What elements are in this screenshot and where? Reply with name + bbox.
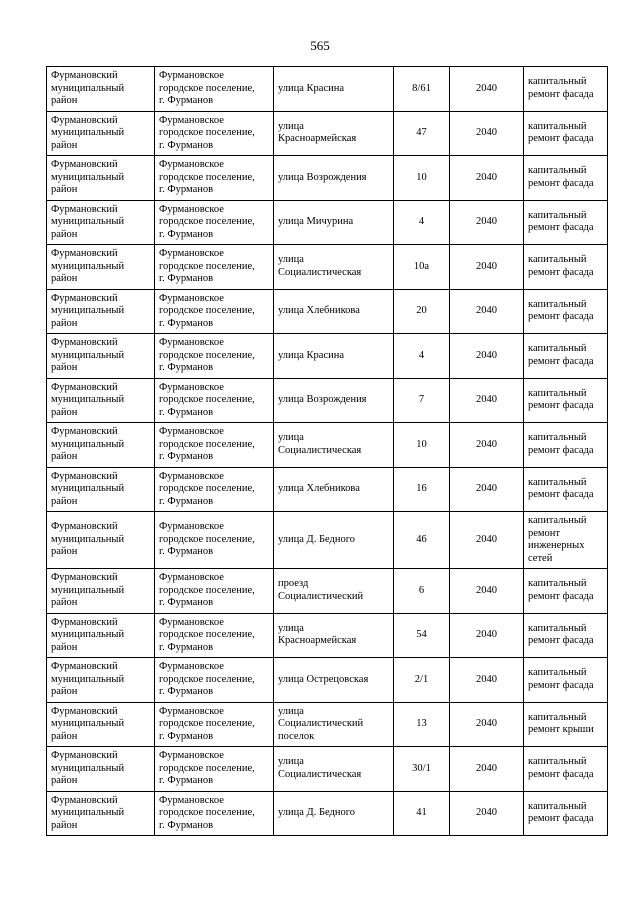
year-cell: 2040 bbox=[450, 289, 524, 334]
street-cell bbox=[274, 747, 394, 792]
work-type-line: инженерных bbox=[528, 540, 585, 551]
district-line: муниципальный bbox=[51, 216, 125, 227]
year-cell: 2040 bbox=[450, 613, 524, 658]
work-type-cell bbox=[524, 378, 608, 423]
district-line: район bbox=[51, 228, 78, 240]
work-type-cell bbox=[524, 658, 608, 703]
district-cell bbox=[47, 569, 155, 614]
street-line: улица Возрождения bbox=[278, 171, 367, 183]
work-type-line: ремонт фасада bbox=[528, 266, 594, 278]
work-type-line: ремонт крыши bbox=[528, 724, 594, 736]
district-line: муниципальный bbox=[51, 673, 125, 685]
work-type-line: ремонт фасада bbox=[528, 311, 594, 323]
work-type-line: ремонт фасада bbox=[528, 590, 594, 602]
district-line: район bbox=[51, 317, 78, 329]
table-row bbox=[47, 67, 608, 112]
work-type-line: ремонт фасада bbox=[528, 635, 594, 647]
work-type-cell bbox=[524, 245, 608, 290]
work-type-line: ремонт bbox=[528, 527, 561, 539]
district-line: район bbox=[51, 273, 78, 284]
district-line: район bbox=[51, 184, 78, 195]
street-line: Социалистическая bbox=[278, 768, 362, 780]
settlement-line: Фурмановское bbox=[159, 705, 224, 717]
district-line: муниципальный bbox=[51, 394, 125, 405]
district-line: район bbox=[51, 451, 78, 462]
district-line: муниципальный bbox=[51, 483, 125, 494]
district-cell bbox=[47, 791, 155, 836]
table-row bbox=[47, 200, 608, 245]
settlement-cell bbox=[155, 334, 274, 379]
year-cell: 2040 bbox=[450, 245, 524, 290]
table-row bbox=[47, 334, 608, 379]
table-row bbox=[47, 613, 608, 658]
work-type-line: капитальный bbox=[528, 800, 587, 812]
district-line: Фурмановский bbox=[51, 159, 118, 170]
table-row bbox=[47, 658, 608, 703]
work-type-cell bbox=[524, 702, 608, 747]
settlement-line: городское поселение, bbox=[159, 584, 255, 596]
district-line: Фурмановский bbox=[51, 381, 118, 393]
work-type-line: капитальный bbox=[528, 209, 587, 221]
settlement-line: городское поселение, bbox=[159, 438, 255, 450]
district-line: Фурмановский bbox=[51, 426, 118, 437]
settlement-cell bbox=[155, 245, 274, 290]
table-row bbox=[47, 791, 608, 836]
work-type-line: капитальный bbox=[528, 120, 587, 132]
district-line: Фурмановский bbox=[51, 203, 118, 215]
street-cell bbox=[274, 200, 394, 245]
year-cell: 2040 bbox=[450, 156, 524, 201]
district-line: муниципальный bbox=[51, 807, 125, 818]
street-cell bbox=[274, 702, 394, 747]
settlement-line: Фурмановское bbox=[159, 159, 224, 170]
settlement-line: городское поселение, bbox=[159, 127, 255, 138]
district-line: Фурмановский bbox=[51, 705, 118, 717]
work-type-line: ремонт фасада bbox=[528, 489, 594, 501]
settlement-line: г. Фурманов bbox=[159, 317, 214, 329]
work-type-line: капитальный bbox=[528, 578, 587, 590]
settlement-cell bbox=[155, 747, 274, 792]
work-type-cell bbox=[524, 512, 608, 569]
work-type-cell bbox=[524, 569, 608, 614]
district-line: Фурмановский bbox=[51, 750, 118, 761]
street-cell bbox=[274, 156, 394, 201]
repair-schedule-table bbox=[46, 66, 608, 836]
work-type-line: капитальный bbox=[528, 756, 587, 768]
settlement-cell bbox=[155, 702, 274, 747]
district-line: Фурмановский bbox=[51, 661, 118, 672]
work-type-line: капитальный bbox=[528, 254, 587, 266]
settlement-line: городское поселение, bbox=[159, 394, 255, 405]
settlement-line: городское поселение, bbox=[159, 673, 255, 685]
district-line: Фурмановский bbox=[51, 794, 118, 806]
district-line: район bbox=[51, 641, 78, 653]
house-number-cell: 30/1 bbox=[394, 747, 450, 792]
district-line: Фурмановский bbox=[51, 616, 118, 628]
settlement-line: Фурмановское bbox=[159, 248, 224, 259]
district-cell bbox=[47, 467, 155, 512]
settlement-line: городское поселение, bbox=[159, 483, 255, 494]
settlement-line: городское поселение, bbox=[159, 807, 255, 818]
settlement-line: городское поселение, bbox=[159, 349, 255, 361]
street-line: улица Д. Бедного bbox=[278, 533, 356, 545]
house-number-cell: 6 bbox=[394, 569, 450, 614]
settlement-line: г. Фурманов bbox=[159, 641, 214, 653]
table-row bbox=[47, 467, 608, 512]
table-row bbox=[47, 702, 608, 747]
work-type-line: капитальный bbox=[528, 387, 587, 399]
settlement-line: г. Фурманов bbox=[159, 406, 214, 418]
house-number-cell: 10 bbox=[394, 156, 450, 201]
work-type-cell bbox=[524, 334, 608, 379]
table-row bbox=[47, 512, 608, 569]
settlement-line: Фурмановское bbox=[159, 337, 224, 348]
district-cell bbox=[47, 67, 155, 112]
street-line: улица Д. Бедного bbox=[278, 807, 356, 818]
house-number-cell: 20 bbox=[394, 289, 450, 334]
street-cell bbox=[274, 569, 394, 614]
table-row bbox=[47, 111, 608, 156]
house-number-cell: 10а bbox=[394, 245, 450, 290]
settlement-cell bbox=[155, 613, 274, 658]
work-type-cell bbox=[524, 423, 608, 468]
street-line: Социалистический bbox=[278, 590, 364, 602]
year-cell: 2040 bbox=[450, 702, 524, 747]
work-type-line: ремонт фасада bbox=[528, 768, 594, 780]
house-number-cell: 2/1 bbox=[394, 658, 450, 703]
street-cell bbox=[274, 334, 394, 379]
work-type-line: капитальный bbox=[528, 711, 587, 723]
settlement-cell bbox=[155, 658, 274, 703]
street-cell bbox=[274, 245, 394, 290]
street-line: улица Острецовская bbox=[278, 673, 369, 685]
district-line: муниципальный bbox=[51, 438, 125, 450]
district-cell bbox=[47, 512, 155, 569]
settlement-line: городское поселение, bbox=[159, 171, 255, 183]
district-cell bbox=[47, 702, 155, 747]
street-line: улица Красина bbox=[278, 82, 345, 94]
district-line: район bbox=[51, 819, 78, 831]
district-cell bbox=[47, 423, 155, 468]
district-line: Фурмановский bbox=[51, 114, 118, 126]
year-cell: 2040 bbox=[450, 378, 524, 423]
year-cell: 2040 bbox=[450, 569, 524, 614]
street-line: улица Красина bbox=[278, 349, 345, 361]
settlement-line: городское поселение, bbox=[159, 305, 255, 316]
street-line: проезд bbox=[278, 578, 309, 590]
street-line: Социалистический bbox=[278, 718, 364, 729]
district-line: муниципальный bbox=[51, 629, 125, 640]
work-type-line: ремонт фасада bbox=[528, 133, 594, 145]
settlement-line: г. Фурманов bbox=[159, 775, 214, 786]
work-type-cell bbox=[524, 156, 608, 201]
table-body bbox=[47, 67, 608, 836]
work-type-line: капитальный bbox=[528, 476, 587, 488]
work-type-line: капитальный bbox=[528, 622, 587, 634]
district-line: муниципальный bbox=[51, 349, 125, 361]
street-line: улица bbox=[278, 432, 304, 444]
district-line: район bbox=[51, 139, 78, 151]
work-type-line: капитальный bbox=[528, 432, 587, 444]
district-line: муниципальный bbox=[51, 127, 125, 138]
district-cell bbox=[47, 245, 155, 290]
settlement-line: Фурмановское bbox=[159, 203, 224, 215]
district-line: район bbox=[51, 730, 78, 742]
settlement-cell bbox=[155, 378, 274, 423]
work-type-line: капитальный bbox=[528, 76, 587, 88]
settlement-line: городское поселение, bbox=[159, 82, 255, 94]
district-cell bbox=[47, 747, 155, 792]
house-number-cell: 54 bbox=[394, 613, 450, 658]
street-cell bbox=[274, 378, 394, 423]
house-number-cell: 8/61 bbox=[394, 67, 450, 112]
street-line: улица bbox=[278, 622, 304, 634]
district-line: Фурмановский bbox=[51, 521, 118, 533]
settlement-line: городское поселение, bbox=[159, 762, 255, 774]
settlement-cell bbox=[155, 791, 274, 836]
settlement-line: Фурмановское bbox=[159, 616, 224, 628]
house-number-cell: 7 bbox=[394, 378, 450, 423]
settlement-line: г. Фурманов bbox=[159, 451, 214, 462]
house-number-cell: 10 bbox=[394, 423, 450, 468]
street-line: Красноармейская bbox=[278, 635, 357, 647]
house-number-cell: 4 bbox=[394, 200, 450, 245]
street-line: поселок bbox=[278, 730, 315, 742]
street-line: улица Возрождения bbox=[278, 394, 367, 405]
district-line: Фурмановский bbox=[51, 337, 118, 348]
year-cell: 2040 bbox=[450, 747, 524, 792]
house-number-cell: 4 bbox=[394, 334, 450, 379]
year-cell: 2040 bbox=[450, 467, 524, 512]
house-number-cell: 13 bbox=[394, 702, 450, 747]
district-line: район bbox=[51, 406, 78, 418]
street-cell bbox=[274, 289, 394, 334]
settlement-line: г. Фурманов bbox=[159, 495, 214, 507]
settlement-line: городское поселение, bbox=[159, 533, 255, 545]
settlement-cell bbox=[155, 289, 274, 334]
table-row bbox=[47, 289, 608, 334]
street-cell bbox=[274, 791, 394, 836]
street-cell bbox=[274, 67, 394, 112]
district-line: муниципальный bbox=[51, 305, 125, 316]
settlement-line: Фурмановское bbox=[159, 381, 224, 393]
settlement-line: городское поселение, bbox=[159, 629, 255, 640]
table-row bbox=[47, 747, 608, 792]
street-line: улица Хлебникова bbox=[278, 483, 360, 494]
street-line: улица bbox=[278, 254, 304, 266]
district-cell bbox=[47, 289, 155, 334]
work-type-cell bbox=[524, 747, 608, 792]
district-line: Фурмановский bbox=[51, 70, 118, 81]
street-line: улица bbox=[278, 756, 304, 768]
work-type-line: ремонт фасада bbox=[528, 355, 594, 367]
settlement-line: Фурмановское bbox=[159, 521, 224, 533]
street-line: улица Мичурина bbox=[278, 216, 354, 227]
settlement-line: г. Фурманов bbox=[159, 597, 214, 608]
settlement-line: Фурмановское bbox=[159, 661, 224, 672]
settlement-cell bbox=[155, 67, 274, 112]
district-line: район bbox=[51, 495, 78, 507]
settlement-line: Фурмановское bbox=[159, 70, 224, 81]
work-type-cell bbox=[524, 200, 608, 245]
settlement-cell bbox=[155, 423, 274, 468]
street-line: Социалистическая bbox=[278, 266, 362, 278]
year-cell: 2040 bbox=[450, 200, 524, 245]
work-type-line: ремонт фасада bbox=[528, 177, 594, 189]
district-line: район bbox=[51, 362, 78, 373]
work-type-line: капитальный bbox=[528, 165, 587, 177]
settlement-line: г. Фурманов bbox=[159, 362, 214, 373]
district-line: Фурмановский bbox=[51, 248, 118, 259]
year-cell: 2040 bbox=[450, 423, 524, 468]
district-line: Фурмановский bbox=[51, 470, 118, 482]
work-type-line: капитальный bbox=[528, 298, 587, 310]
work-type-cell bbox=[524, 67, 608, 112]
district-line: муниципальный bbox=[51, 584, 125, 596]
settlement-cell bbox=[155, 111, 274, 156]
settlement-line: Фурмановское bbox=[159, 794, 224, 806]
settlement-line: Фурмановское bbox=[159, 114, 224, 126]
street-cell bbox=[274, 111, 394, 156]
street-line: улица bbox=[278, 705, 304, 717]
district-line: район bbox=[51, 775, 78, 786]
year-cell: 2040 bbox=[450, 67, 524, 112]
district-cell bbox=[47, 200, 155, 245]
house-number-cell: 47 bbox=[394, 111, 450, 156]
work-type-cell bbox=[524, 791, 608, 836]
settlement-line: г. Фурманов bbox=[159, 184, 214, 195]
year-cell: 2040 bbox=[450, 111, 524, 156]
settlement-line: Фурмановское bbox=[159, 292, 224, 304]
district-cell bbox=[47, 111, 155, 156]
settlement-line: г. Фурманов bbox=[159, 546, 214, 558]
year-cell: 2040 bbox=[450, 791, 524, 836]
district-cell bbox=[47, 613, 155, 658]
settlement-line: г. Фурманов bbox=[159, 273, 214, 284]
work-type-cell bbox=[524, 111, 608, 156]
street-cell bbox=[274, 658, 394, 703]
work-type-line: капитальный bbox=[528, 343, 587, 355]
district-line: район bbox=[51, 546, 78, 558]
district-cell bbox=[47, 378, 155, 423]
street-cell bbox=[274, 467, 394, 512]
settlement-cell bbox=[155, 156, 274, 201]
district-line: район bbox=[51, 597, 78, 608]
year-cell: 2040 bbox=[450, 658, 524, 703]
district-line: район bbox=[51, 95, 78, 106]
table-row bbox=[47, 156, 608, 201]
district-line: муниципальный bbox=[51, 533, 125, 545]
work-type-line: ремонт фасада bbox=[528, 222, 594, 234]
table-row bbox=[47, 569, 608, 614]
work-type-line: ремонт фасада bbox=[528, 400, 594, 412]
work-type-cell bbox=[524, 613, 608, 658]
work-type-cell bbox=[524, 289, 608, 334]
street-line: улица Хлебникова bbox=[278, 305, 360, 316]
house-number-cell: 41 bbox=[394, 791, 450, 836]
work-type-line: капитальный bbox=[528, 515, 587, 526]
district-line: муниципальный bbox=[51, 260, 125, 272]
work-type-line: капитальный bbox=[528, 667, 587, 679]
street-line: Красноармейская bbox=[278, 133, 357, 145]
settlement-cell bbox=[155, 467, 274, 512]
table-row bbox=[47, 378, 608, 423]
work-type-line: ремонт фасада bbox=[528, 88, 594, 100]
work-type-line: ремонт фасада bbox=[528, 679, 594, 691]
street-cell bbox=[274, 613, 394, 658]
table-row bbox=[47, 245, 608, 290]
district-line: Фурмановский bbox=[51, 292, 118, 304]
settlement-cell bbox=[155, 569, 274, 614]
table-row bbox=[47, 423, 608, 468]
street-cell bbox=[274, 512, 394, 569]
work-type-line: ремонт фасада bbox=[528, 813, 594, 825]
house-number-cell: 46 bbox=[394, 512, 450, 569]
district-line: муниципальный bbox=[51, 82, 125, 94]
settlement-line: г. Фурманов bbox=[159, 95, 214, 106]
settlement-line: Фурмановское bbox=[159, 750, 224, 761]
year-cell: 2040 bbox=[450, 334, 524, 379]
settlement-line: городское поселение, bbox=[159, 260, 255, 272]
settlement-cell bbox=[155, 200, 274, 245]
settlement-line: Фурмановское bbox=[159, 426, 224, 437]
district-cell bbox=[47, 334, 155, 379]
district-cell bbox=[47, 156, 155, 201]
district-line: Фурмановский bbox=[51, 572, 118, 583]
settlement-line: г. Фурманов bbox=[159, 819, 214, 831]
work-type-line: сетей bbox=[528, 552, 553, 564]
settlement-line: городское поселение, bbox=[159, 718, 255, 729]
district-line: муниципальный bbox=[51, 762, 125, 774]
settlement-line: г. Фурманов bbox=[159, 139, 214, 151]
settlement-line: г. Фурманов bbox=[159, 228, 214, 240]
settlement-line: городское поселение, bbox=[159, 216, 255, 227]
district-line: район bbox=[51, 686, 78, 697]
house-number-cell: 16 bbox=[394, 467, 450, 512]
street-line: улица bbox=[278, 120, 304, 132]
street-line: Социалистическая bbox=[278, 444, 362, 456]
settlement-line: Фурмановское bbox=[159, 470, 224, 482]
work-type-line: ремонт фасада bbox=[528, 444, 594, 456]
settlement-line: г. Фурманов bbox=[159, 730, 214, 742]
page-number: 565 bbox=[310, 38, 330, 53]
settlement-line: г. Фурманов bbox=[159, 686, 214, 697]
work-type-cell bbox=[524, 467, 608, 512]
street-cell bbox=[274, 423, 394, 468]
district-line: муниципальный bbox=[51, 718, 125, 729]
district-line: муниципальный bbox=[51, 171, 125, 183]
settlement-cell bbox=[155, 512, 274, 569]
district-cell bbox=[47, 658, 155, 703]
year-cell: 2040 bbox=[450, 512, 524, 569]
settlement-line: Фурмановское bbox=[159, 572, 224, 583]
